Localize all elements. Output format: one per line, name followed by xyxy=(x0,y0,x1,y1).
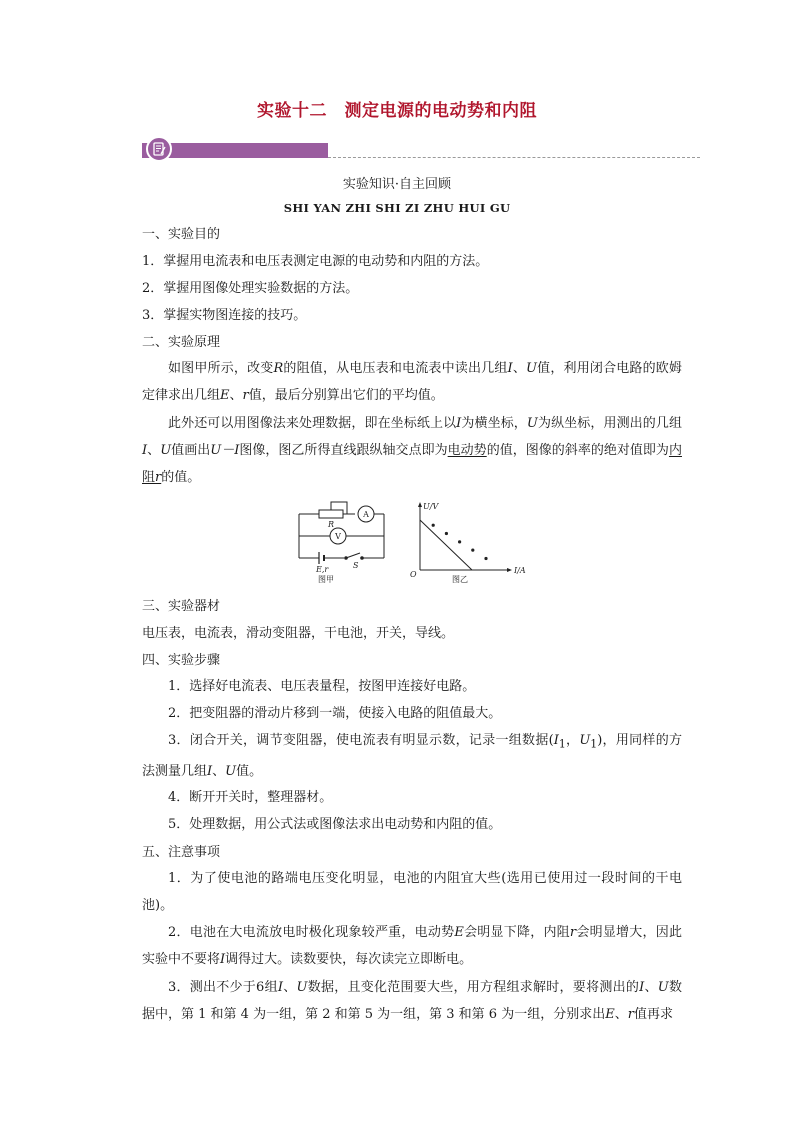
y-axis-label: U/V xyxy=(423,502,439,511)
heading-principle: 二、实验原理 xyxy=(142,335,221,350)
data-point-1 xyxy=(432,524,435,527)
x-axis-arrow xyxy=(507,568,512,572)
symbol-U-I: U－I xyxy=(210,443,240,458)
step-3 xyxy=(142,727,682,785)
principle-paragraph-1 xyxy=(142,355,682,409)
symbol-U: U xyxy=(225,763,237,779)
text-run: 值，利用闭合电路的欧姆定律求出几组 xyxy=(142,361,682,403)
symbol-r: r xyxy=(627,1007,634,1022)
subscript: 1 xyxy=(558,737,566,751)
symbol-r: r xyxy=(155,470,162,485)
symbol-r: r xyxy=(242,388,249,403)
symbol-E: E xyxy=(454,925,464,940)
symbol-U: U xyxy=(657,980,669,995)
symbol-U: U xyxy=(579,733,591,748)
text-run: 的阻值，从电压表和电流表中读出几组 xyxy=(283,361,508,376)
ammeter-label: A xyxy=(363,510,369,519)
dashed-divider xyxy=(328,157,700,158)
text-run: 数据中，第 1 和第 4 为一组，第 2 和第 5 为一组，第 3 和第 6 为一组，分别求出 xyxy=(142,980,682,1022)
note-3 xyxy=(142,974,682,1028)
text-run: 值画出 xyxy=(171,443,211,458)
text-run: 2．电池在大电流放电时极化现象较严重，电动势 xyxy=(168,925,455,940)
text-run: 会明显增大，因此实验中不要将 xyxy=(142,925,682,967)
heading-steps: 四、实验步骤 xyxy=(142,653,221,668)
text-run: 图像，图乙所得直线跟纵轴交点即为 xyxy=(239,443,448,458)
note-2 xyxy=(142,919,682,973)
text-run: 值。 xyxy=(236,763,263,779)
rheostat-label: R xyxy=(327,520,335,529)
purpose-item-3: 3．掌握实物图连接的技巧。 xyxy=(142,308,307,323)
purpose-item-1: 1．掌握用电流表和电压表测定电源的电动势和内阻的方法。 xyxy=(142,254,489,269)
data-point-3 xyxy=(458,540,461,543)
text-run: 3．测出不少于6组 xyxy=(168,980,278,995)
data-point-5 xyxy=(484,557,487,560)
graph-caption: 图乙 xyxy=(452,575,468,584)
symbol-I: I xyxy=(553,733,559,748)
symbol-r: r xyxy=(569,925,577,940)
symbol-R: R xyxy=(273,361,284,376)
step-5: 5．处理数据，用公式法或图像法求出电动势和内阻的值。 xyxy=(168,817,502,832)
symbol-I: I xyxy=(639,980,645,995)
symbol-I: I xyxy=(456,416,462,431)
battery-label: E,r xyxy=(316,565,329,574)
section-banner xyxy=(142,140,328,160)
symbol-I: I xyxy=(207,763,213,779)
switch-label: S xyxy=(353,561,359,570)
text-run: 为纵坐标，用测出的几组 xyxy=(537,416,682,431)
text-run: 的值。 xyxy=(161,470,201,485)
x-axis-label: I/A xyxy=(514,566,526,575)
data-points xyxy=(432,524,488,560)
step-2: 2．把变阻器的滑动片移到一端，使接入电路的阻值最大。 xyxy=(168,706,502,721)
symbol-I: I xyxy=(142,443,148,458)
origin-label: O xyxy=(410,570,417,579)
experiment-figure xyxy=(292,498,532,584)
notepad-icon xyxy=(146,136,172,162)
text-run: 为横坐标， xyxy=(461,416,527,431)
y-axis-arrow xyxy=(418,502,422,507)
text-run: ， xyxy=(565,733,580,748)
underlined-inner-resistance: 内阻 xyxy=(142,443,682,485)
note-1: 1．为了使电池的路端电压变化明显，电池的内阻宜大些(选用已使用过一段时间的干电池)。 xyxy=(142,871,682,913)
data-point-4 xyxy=(471,549,474,552)
u-i-graph xyxy=(410,502,526,584)
text-run: 的值，图像的斜率的绝对值即为 xyxy=(486,443,669,458)
underlined-emf: 电动势 xyxy=(447,443,487,458)
symbol-U: U xyxy=(526,416,538,431)
symbol-U: U xyxy=(160,443,172,458)
text-run: )，用同样的方法测量几组 xyxy=(142,733,682,779)
text-run: 值再求 xyxy=(633,1007,673,1022)
fit-line xyxy=(420,520,472,570)
step-1: 1．选择好电流表、电压表量程，按图甲连接好电路。 xyxy=(168,679,476,694)
circuit-caption: 图甲 xyxy=(318,575,334,584)
symbol-U: U xyxy=(526,361,537,376)
page-title: 实验十二 测定电源的电动势和内阻 xyxy=(257,101,537,121)
rheostat xyxy=(319,510,343,518)
symbol-E: E xyxy=(605,1007,615,1022)
text-run: 会明显下降，内阻 xyxy=(463,925,570,940)
voltmeter-label: V xyxy=(335,532,341,541)
symbol-I: I xyxy=(277,980,283,995)
text-run: 、 xyxy=(644,980,658,995)
text-run: 值，最后分别算出它们的平均值。 xyxy=(248,388,444,403)
section-pinyin: SHI YAN ZHI SHI ZI ZHU HUI GU xyxy=(283,201,511,215)
text-run: 、 xyxy=(614,1007,628,1022)
text-run: 、 xyxy=(212,763,226,779)
symbol-E: E xyxy=(220,388,230,403)
symbol-I: I xyxy=(220,952,226,967)
text-run: 数据，且变化范围要大些，用方程组求解时，要将测出的 xyxy=(307,980,640,995)
text-run: 调得过大。读数要快，每次读完立即断电。 xyxy=(225,952,473,967)
heading-purpose: 一、实验目的 xyxy=(142,227,221,242)
principle-paragraph-2 xyxy=(142,410,682,491)
equipment-list: 电压表，电流表，滑动变阻器，干电池，开关，导线。 xyxy=(142,626,455,641)
symbol-I: I xyxy=(507,361,513,376)
section-subtitle: 实验知识·自主回顾 xyxy=(342,177,452,192)
heading-equipment: 三、实验器材 xyxy=(142,599,221,614)
text-run: 、 xyxy=(282,980,297,995)
text-run: 、 xyxy=(147,443,161,458)
switch-blade xyxy=(346,553,360,558)
step-4: 4．断开开关时，整理器材。 xyxy=(168,790,333,805)
text-run: 、 xyxy=(229,388,243,403)
purpose-item-2: 2．掌握用图像处理实验数据的方法。 xyxy=(142,281,359,296)
symbol-U: U xyxy=(296,980,308,995)
heading-notes: 五、注意事项 xyxy=(142,845,221,860)
subscript: 1 xyxy=(590,737,598,751)
text-run: 3．闭合开关，调节变阻器，使电流表有明显示数，记录一组数据( xyxy=(168,733,554,748)
data-point-2 xyxy=(445,532,448,535)
text-run: 此外还可以用图像法来处理数据，即在坐标纸上以 xyxy=(168,416,457,431)
text-run: 如图甲所示，改变 xyxy=(168,361,274,376)
circuit-diagram xyxy=(299,502,384,584)
text-run: 、 xyxy=(512,361,527,376)
